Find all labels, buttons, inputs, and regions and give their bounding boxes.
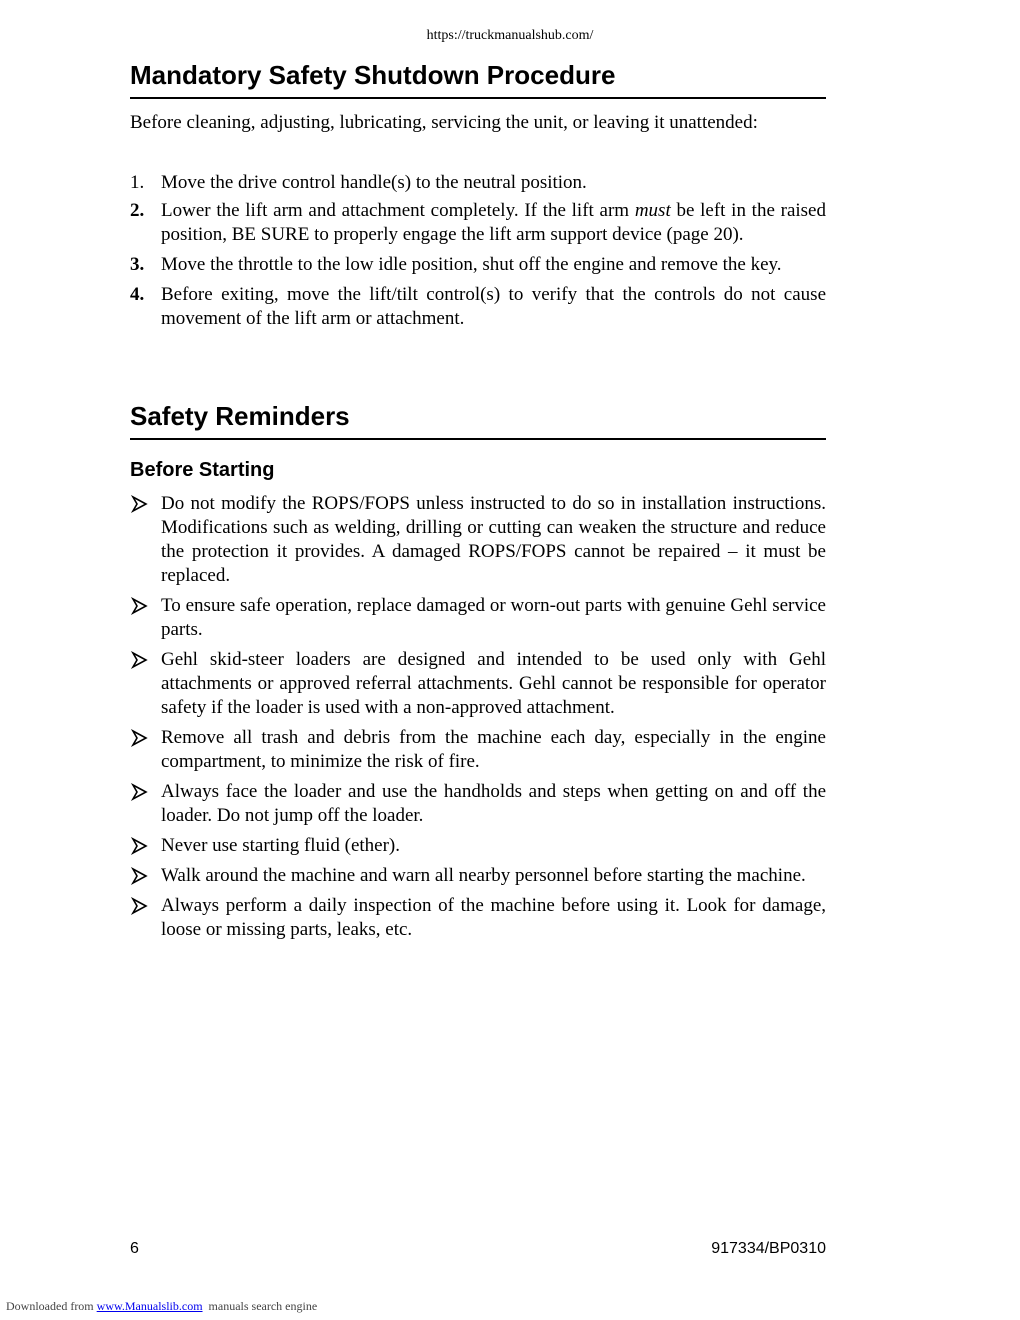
step-number: 1. (130, 172, 145, 193)
arrowhead-bullet-icon (130, 594, 150, 618)
download-suffix: manuals search engine (208, 1299, 318, 1313)
step-text: be left in the raised position, BE SURE to properly engage the lift arm support device (page 20). (161, 200, 826, 245)
shutdown-steps (130, 171, 826, 331)
list-item (130, 894, 826, 942)
section-title-reminders: Safety Reminders (130, 401, 350, 431)
arrowhead-bullet-icon (130, 864, 150, 888)
list-item (130, 594, 826, 642)
list-item (130, 780, 826, 828)
reminder-text: Always perform a daily inspection of the machine before using it. Look for damage, loose or missing parts, leaks, etc. (161, 895, 826, 940)
doc-code: 917334/BP0310 (711, 1240, 826, 1257)
step-number: 4. (130, 284, 145, 305)
reminder-text: To ensure safe operation, replace damaged or worn-out parts with genuine Gehl service parts. (161, 595, 826, 640)
download-prefix: Downloaded from (6, 1299, 94, 1313)
download-credit (6, 1299, 317, 1314)
list-item (130, 726, 826, 774)
arrowhead-bullet-icon (130, 780, 150, 804)
step-text: Before exiting, move the lift/tilt control(s) to verify that the controls do not cause movement of the lift arm or attachment. (161, 284, 826, 329)
list-item (130, 648, 826, 720)
page-number: 6 (130, 1240, 139, 1257)
arrowhead-bullet-icon (130, 726, 150, 750)
step-text: Lower the lift arm and attachment completely. If the lift arm (161, 200, 635, 221)
list-item (130, 864, 826, 888)
reminder-text: Gehl skid-steer loaders are designed and intended to be used only with Gehl attachments or approved referral attachments. Gehl cannot be responsible for operator safety if the loader is used with a non-approved attachment. (161, 649, 826, 718)
reminder-text: Never use starting fluid (ether). (161, 835, 400, 856)
step-number: 3. (130, 254, 145, 275)
reminder-text: Do not modify the ROPS/FOPS unless instructed to do so in installation instructions. Modifications such as welding, drilling or cutting can weaken the structure and reduce the protection it provides. A damaged ROPS/FOPS cannot be repaired – it must be replaced. (161, 493, 826, 586)
section-title-shutdown: Mandatory Safety Shutdown Procedure (130, 60, 616, 90)
reminder-text: Walk around the machine and warn all nearby personnel before starting the machine. (161, 865, 806, 886)
list-item (130, 283, 826, 331)
arrowhead-bullet-icon (130, 492, 150, 516)
reminder-text: Remove all trash and debris from the machine each day, especially in the engine compartment, to minimize the risk of fire. (161, 727, 826, 772)
title-rule (130, 438, 826, 440)
arrowhead-bullet-icon (130, 834, 150, 858)
reminder-text: Always face the loader and use the handholds and steps when getting on and off the loader. Do not jump off the loader. (161, 781, 826, 826)
manualslib-link[interactable]: www.Manualslib.com (96, 1299, 203, 1313)
shutdown-intro: Before cleaning, adjusting, lubricating, servicing the unit, or leaving it unattended: (130, 112, 758, 133)
step-number: 2. (130, 200, 145, 221)
arrowhead-bullet-icon (130, 894, 150, 918)
title-rule (130, 97, 826, 99)
list-item (130, 253, 826, 277)
step-emphasis: must (634, 200, 671, 221)
step-text: Move the throttle to the low idle position, shut off the engine and remove the key. (161, 254, 782, 275)
subsection-title-before-starting: Before Starting (130, 459, 275, 481)
header-url: https://truckmanualshub.com/ (426, 28, 594, 43)
reminders-list (130, 492, 826, 942)
list-item (130, 199, 826, 247)
list-item (130, 492, 826, 588)
list-item (130, 171, 826, 195)
step-text: Move the drive control handle(s) to the neutral position. (161, 172, 587, 193)
arrowhead-bullet-icon (130, 648, 150, 672)
list-item (130, 834, 826, 858)
